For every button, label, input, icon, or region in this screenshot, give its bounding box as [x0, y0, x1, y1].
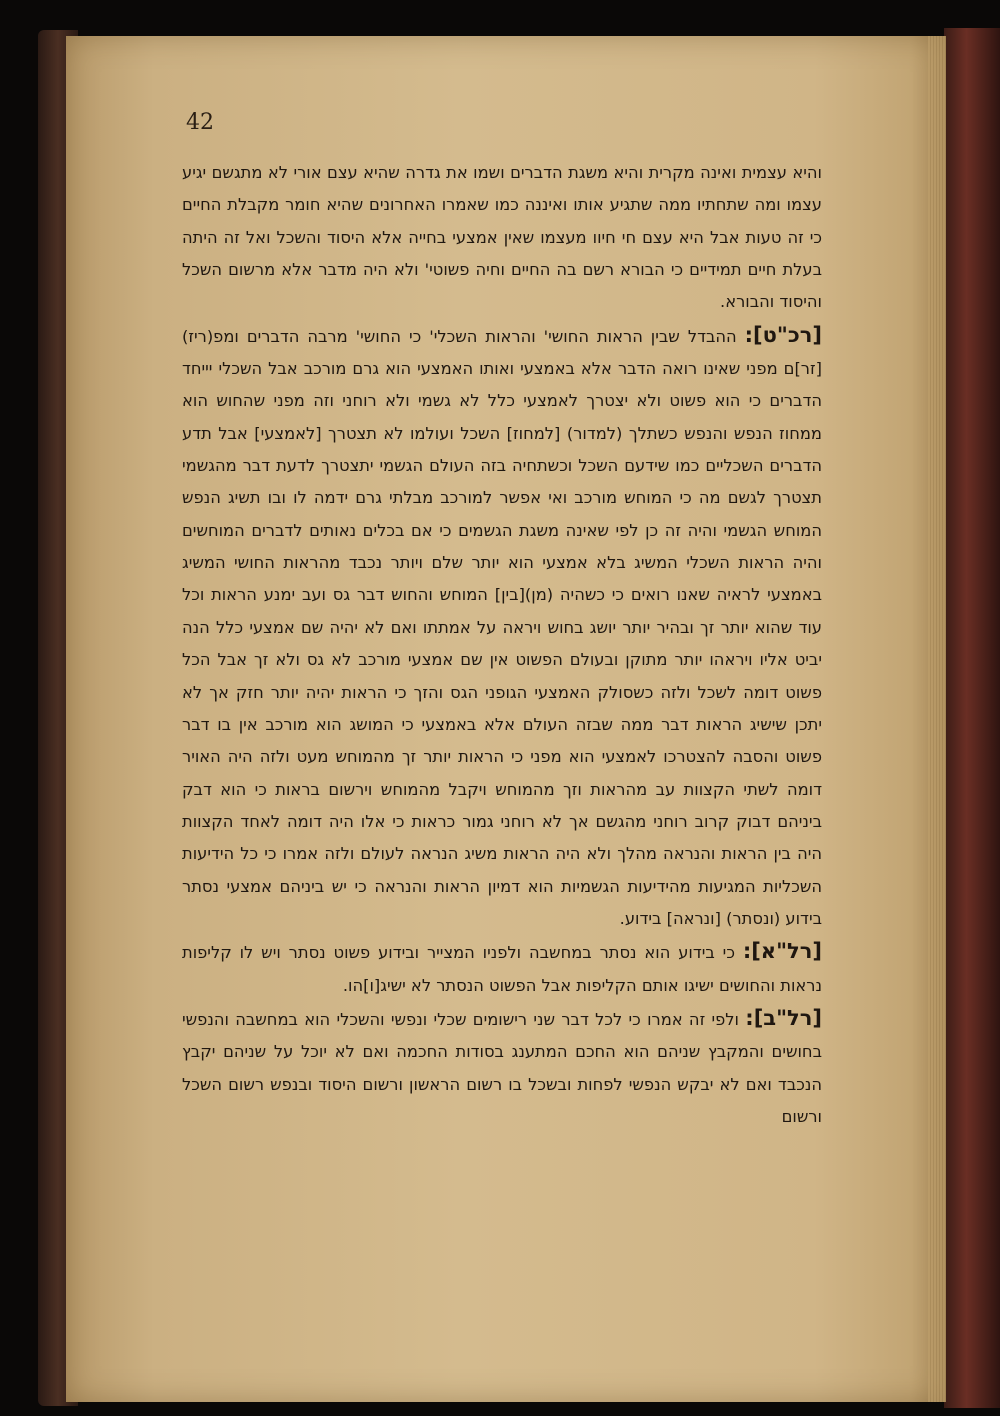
- section-label: [רל"א]:: [742, 939, 822, 964]
- paragraph-text: כי בידוע הוא נסתר במחשבה ולפניו המצייר ובידוע פשוט נסתר ויש לו קליפות נראות והחושים ישיגו אותם הקליפות אבל הפשוט הנסתר לא ישיג[ו]הו.: [182, 943, 822, 995]
- paragraph: [182, 935, 822, 1002]
- paragraph: [182, 319, 822, 936]
- page-edge-shading: [928, 36, 946, 1402]
- paragraph: [182, 157, 822, 319]
- paragraph-text: והיא עצמית ואינה מקרית והיא משגת הדברים ושמו את גדרה שהיא עצם אורי לא מתגשם יגיע עצמו ומה שתחתיו ממה שתגיע אותו ואיננה כמו שאמרו האחרונים שהיא חומר מקבלת החיים כי זה טעות אבל היא עצם חי חיוו מעצמו שאין אמצעי בחייה אלא היסוד והשכל ואל זה היתה בעלת חיים תמידיים כי הבורא רשם בה החיים וחיה פשוטי' ולא היה מדבר אלא מרשום השכל והיסוד והבורא.: [182, 163, 822, 312]
- page-number: 42: [186, 110, 214, 135]
- section-label: [רכ"ט]:: [744, 322, 822, 347]
- section-label: [רל"ב]:: [745, 1005, 822, 1030]
- paragraph: [182, 1002, 822, 1133]
- paragraph-text: ולפי זה אמרו כי לכל דבר שני רישומים שכלי ונפשי והשכלי הוא במחשבה והנפשי בחושים והמקבץ שניהם הוא החכם המתענג בסודות החכמה ואם לא יוכל על שניהם יקבץ הנכבד ואם לא יבקש הנפשי לפחות ובשכל בו רשום הראשון ורשום היסוד ובנפש רשום השכל ורשום: [182, 1009, 822, 1126]
- paragraph-text: ההבדל שבין הראות החושי' והראות השכלי' כי החושי' מרבה הדברים ומפ(ריז)[זר]ם מפני שאינו רואה הדבר אלא באמצעי ואותו האמצעי הוא גרם מורכב אבל השכלי יייחד הדברים כי הוא פשוט ולא יצטרך לאמצעי כלל לא גשמי ולא רוחני וזה מפני שהחוש הוא ממחוז הנפש והנפש כשתלך (למדור) [למחוז] השכל ועולמו לא תצטרך [לאמצעי] אבל תדע הדברים השכליים כמו שידעם השכל וכשתחיה בזה העולם הגשמי יתצטרך לדעת דבר מהגשמי תצטרך לגשם מה כי המוחש מורכב ואי אפשר למורכב מבלתי גרם ידמה לו ובו תשיג הנפש המוחש הגשמי והיה זה כן לפי שאינה משגת הגשמים כי אם בכלים נאותים לדברים המוחשים והיה הראות השכלי המשיג בלא אמצעי הוא יותר שלם ויותר נכבד מהראות החושי המשיג באמצעי לראיה שאנו רואים כי כשהיה (מן)[בין] המוחש והחוש דבר גס ועב ימנע הראות וכל עוד שהוא יותר זך ובהיר יותר יושג בחוש ויראה על אמתתו ואם לא יהיה שם אמצעי כלל הנה יביט אליו ויראהו יותר מתוקן ובעולם הפשוט אין שם אמצעי מורכב לא גס ולא זך אבל הכל פשוט דומה לשכל ולזה כשסולק האמצעי הגופני הגס והזך כי הראות יהיה יותר חזק אך לא יתכן שישיג הראות דבר ממה שבזה העולם אלא באמצעי כי המושג הוא מורכב אין בו דבר פשוט והסבה להצטרכו לאמצעי הוא מפני כי הראות יותר זך מהמוחש מעט ולזה היה האויר דומה לשתי הקצוות עב מהראות וזך מהמוחש ויקבל מהמוחש וירשום בראות כי הוא דבק ביניהם דבוק קרוב רוחני מהגשם אך לא רוחני גמור כראות כי אלו היה דומה לאחד הקצוות היה בין הראות והנראה מהלך ולא היה הראות משיג הנראה לעולם ולזה אמרו כי כל הידיעות השכליות המגיעות מהידיעות הגשמיות הוא דמיון הראות והנראה כי יש ביניהם אמצעי נסתר בידוע (ונסתר) [ונראה] בידוע.: [182, 326, 822, 928]
- text-body: [182, 157, 822, 1133]
- book-cover-right: [944, 28, 1000, 1408]
